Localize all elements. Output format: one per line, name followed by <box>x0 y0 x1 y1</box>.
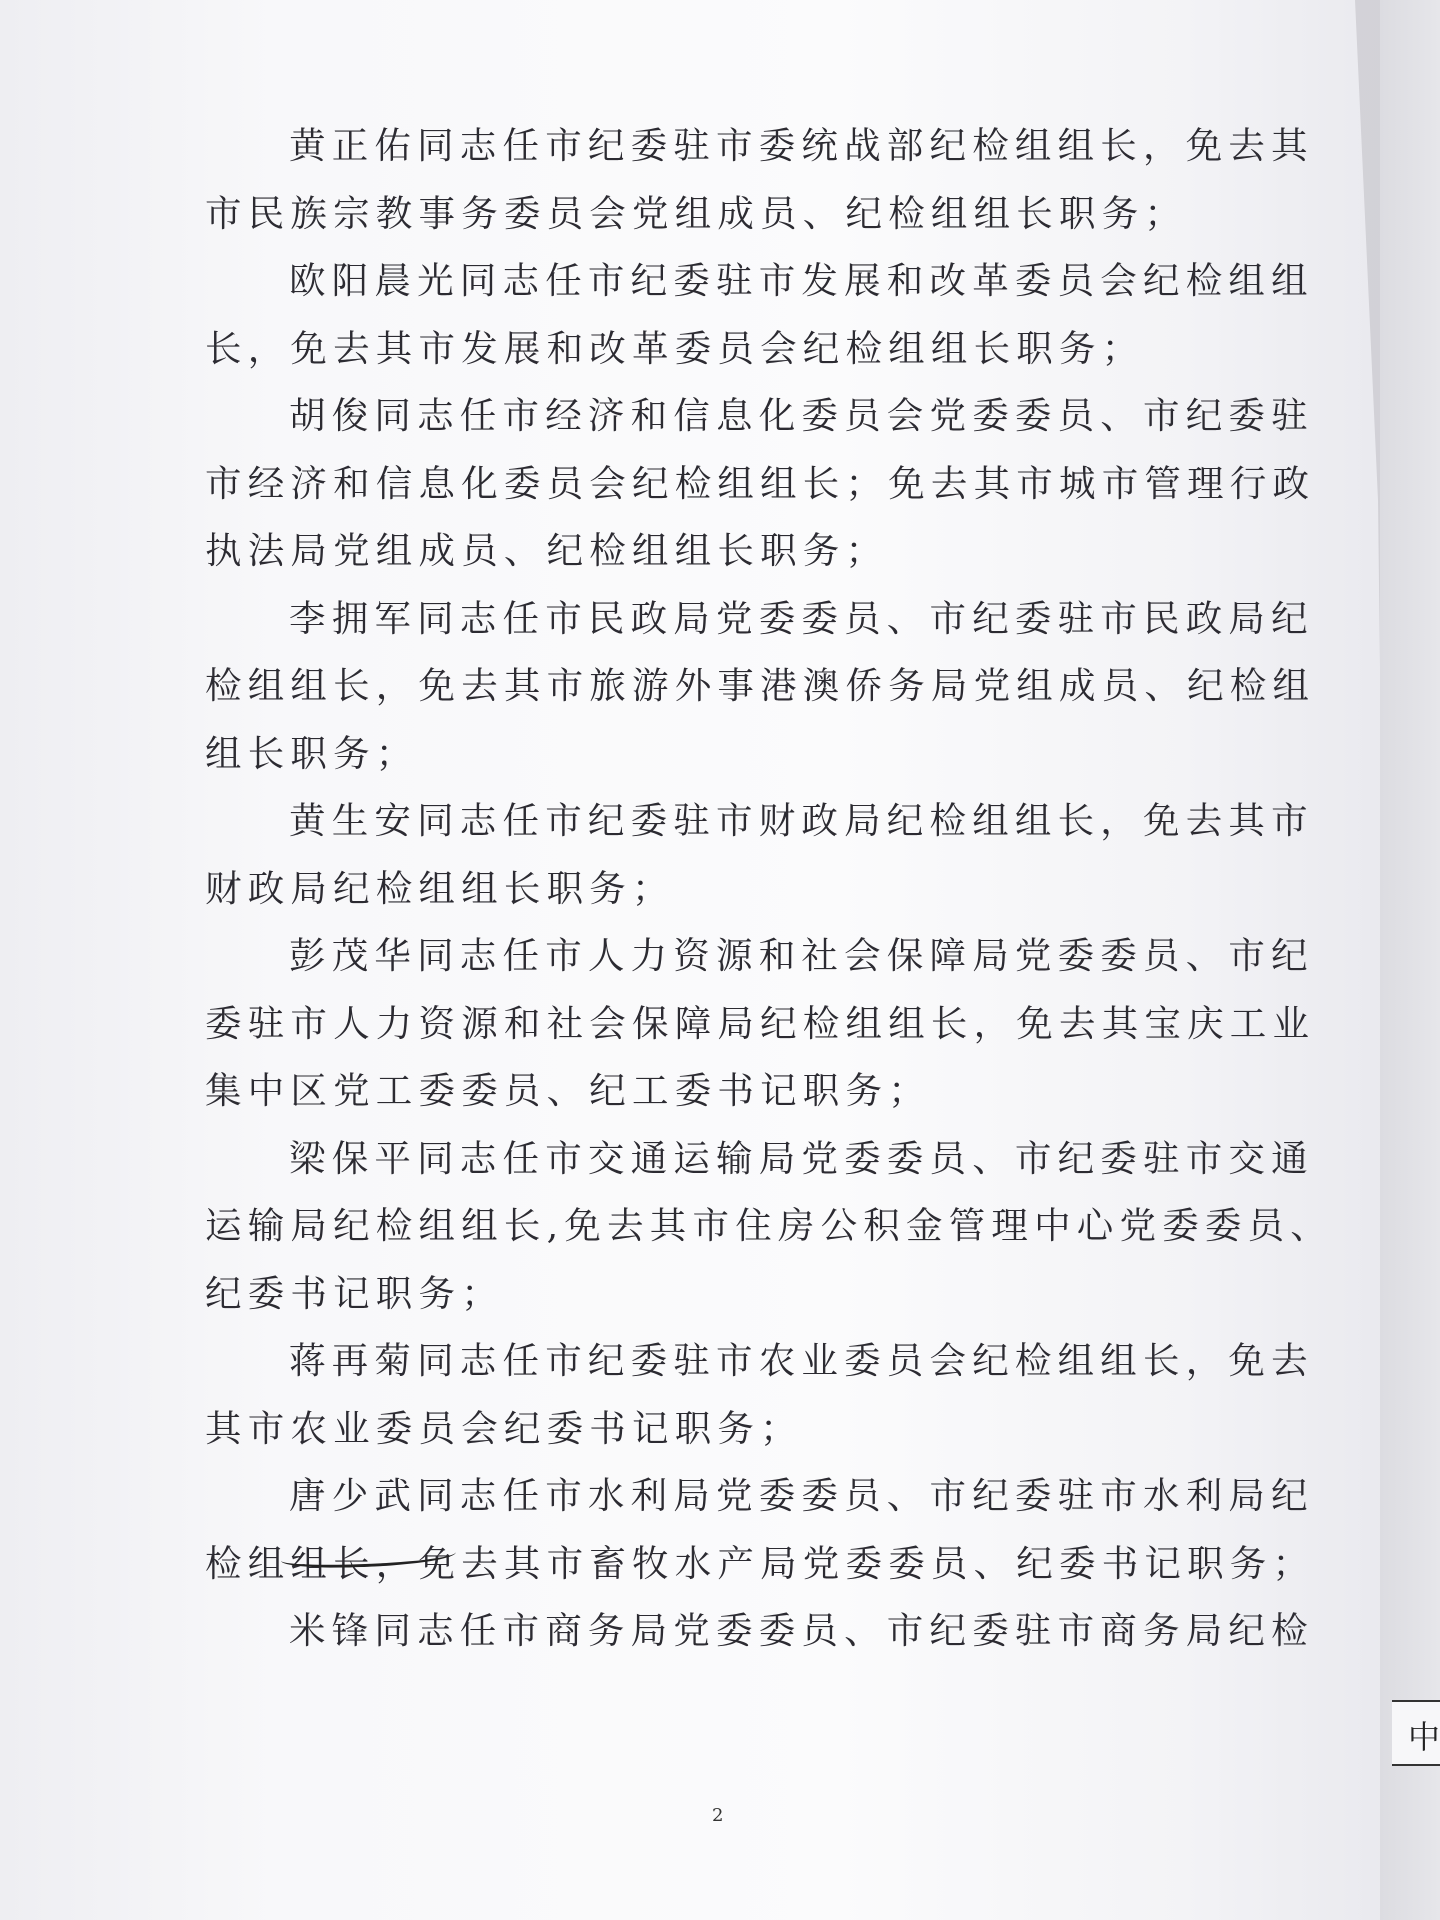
text-line-17: 运输局纪检组组长,免去其市住房公积金管理中心党委委员、 <box>205 1204 1334 1247</box>
text-line-21: 唐少武同志任市水利局党委委员、市纪委驻市水利局纪 <box>289 1474 1314 1517</box>
text-line-15: 集中区党工委委员、纪工委书记职务； <box>205 1069 931 1112</box>
text-line-14: 委驻市人力资源和社会保障局纪检组组长，免去其宝庆工业 <box>205 1001 1316 1045</box>
text-line-1: 黄正佑同志任市纪委驻市委统战部纪检组组长，免去其 <box>289 124 1314 167</box>
text-line-9: 检组组长，免去其市旅游外事港澳侨务局党组成员、纪检组 <box>205 664 1316 707</box>
text-line-22: 检组组长，免去其市畜牧水产局党委委员、纪委书记职务； <box>205 1541 1316 1585</box>
text-line-4: 长，免去其市发展和改革委员会纪检组组长职务； <box>205 326 1145 370</box>
text-line-10: 组长职务； <box>205 731 419 775</box>
text-line-11: 黄生安同志任市纪委驻市财政局纪检组组长，免去其市 <box>289 799 1314 842</box>
text-line-2: 市民族宗教事务委员会党组成员、纪检组组长职务； <box>205 191 1188 235</box>
text-line-12: 财政局纪检组组长职务； <box>205 866 675 910</box>
text-line-3: 欧阳晨光同志任市纪委驻市发展和改革委员会纪检组组 <box>289 259 1314 302</box>
text-line-13: 彭茂华同志任市人力资源和社会保障局党委委员、市纪 <box>289 934 1314 977</box>
adjacent-page-edge <box>1380 0 1440 1920</box>
page-number: 2 <box>712 1805 724 1826</box>
text-line-5: 胡俊同志任市经济和信息化委员会党委委员、市纪委驻 <box>289 394 1314 437</box>
text-line-7: 执法局党组成员、纪检组组长职务； <box>205 529 889 572</box>
document-body <box>205 112 1334 1665</box>
text-line-16: 梁保平同志任市交通运输局党委委员、市纪委驻市交通 <box>289 1136 1314 1180</box>
text-line-18: 纪委书记职务； <box>205 1271 504 1315</box>
text-line-6: 市经济和信息化委员会纪检组组长；免去其市城市管理行政 <box>205 461 1316 505</box>
text-line-23: 米锋同志任市商务局党委委员、市纪委驻市商务局纪检 <box>289 1609 1314 1652</box>
side-tab-char: 中 <box>1408 1718 1440 1756</box>
text-line-8: 李拥军同志任市民政局党委委员、市纪委驻市民政局纪 <box>289 596 1314 640</box>
text-line-20: 其市农业委员会纪委书记职务； <box>205 1406 803 1450</box>
text-line-19: 蒋再菊同志任市纪委驻市农业委员会纪检组组长，免去 <box>289 1339 1314 1382</box>
